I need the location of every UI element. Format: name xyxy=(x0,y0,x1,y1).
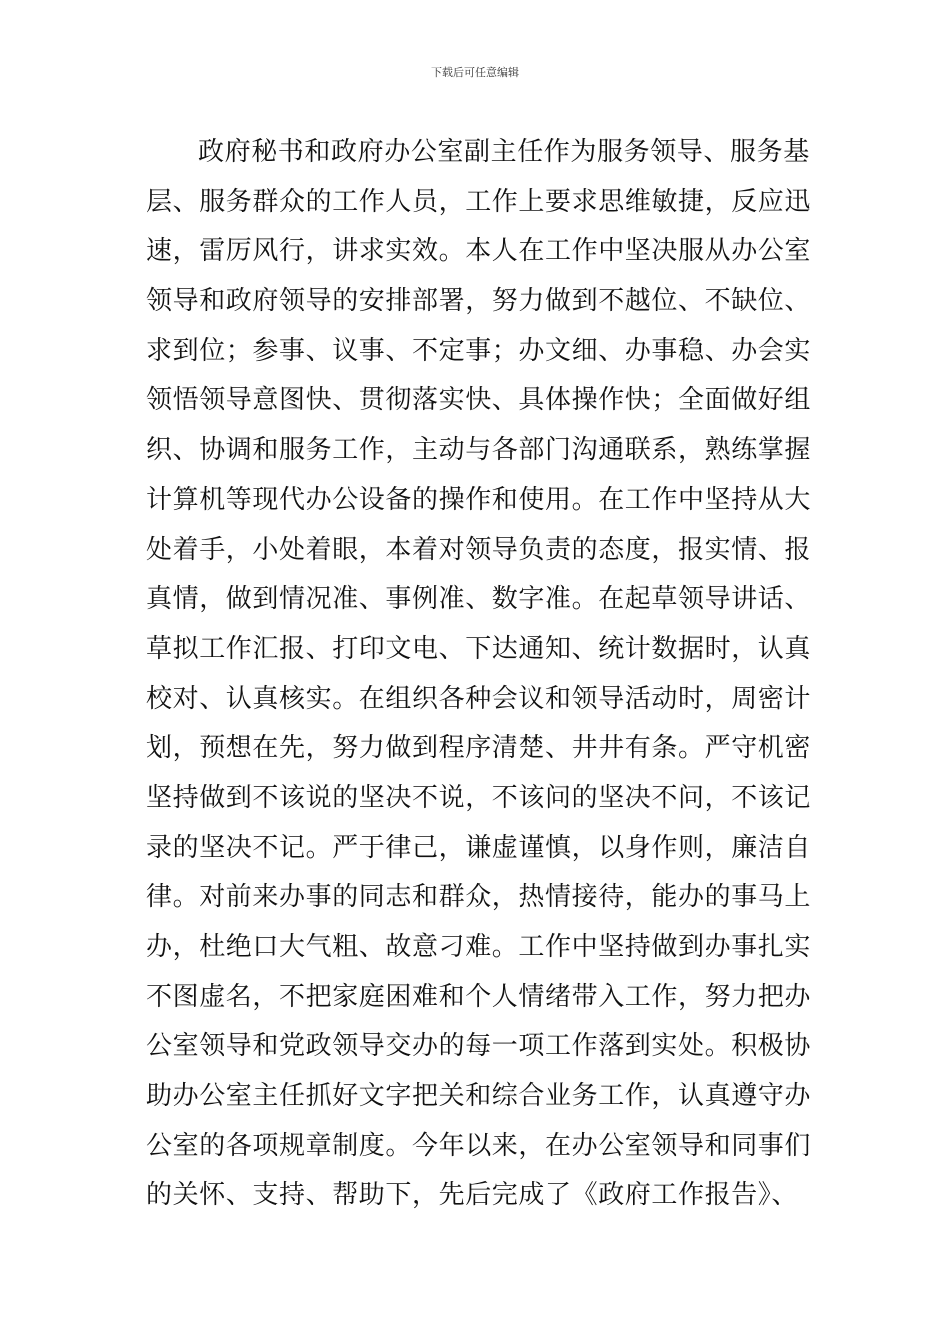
text-line: 校对、认真核实。在组织各种会议和领导活动时，周密计 xyxy=(146,683,812,714)
text-line: 律。对前来办事的同志和群众，热情接待，能办的事马上 xyxy=(146,882,812,913)
text-line: 求到位；参事、议事、不定事；办文细、办事稳、办会实 xyxy=(146,335,812,366)
text-line: 计算机等现代办公设备的操作和使用。在工作中坚持从大 xyxy=(146,484,812,515)
text-line: 真情，做到情况准、事例准、数字准。在起草领导讲话、 xyxy=(146,584,812,615)
text-line: 政府秘书和政府办公室副主任作为服务领导、服务基 xyxy=(198,137,810,167)
text-line: 坚持做到不该说的坚决不说，不该问的坚决不问，不该记 xyxy=(146,782,812,813)
page-header: 下载后可任意编辑 xyxy=(431,66,519,79)
text-line: 的关怀、支持、帮助下，先后完成了《政府工作报告》、 xyxy=(146,1180,799,1211)
text-line: 录的坚决不记。严于律己，谦虚谨慎，以身作则，廉洁自 xyxy=(146,832,812,863)
text-line: 领悟领导意图快、贯彻落实快、具体操作快；全面做好组 xyxy=(146,385,812,416)
text-line: 不图虚名，不把家庭困难和个人情绪带入工作，努力把办 xyxy=(146,981,812,1012)
text-line: 公室的各项规章制度。今年以来，在办公室领导和同事们 xyxy=(146,1130,812,1161)
text-line: 层、服务群众的工作人员，工作上要求思维敏捷，反应迅 xyxy=(146,186,812,217)
text-line: 织、协调和服务工作，主动与各部门沟通联系，熟练掌握 xyxy=(146,435,812,466)
text-line: 助办公室主任抓好文字把关和综合业务工作，认真遵守办 xyxy=(146,1081,812,1112)
text-line: 划，预想在先，努力做到程序清楚、井井有条。严守机密 xyxy=(146,733,812,764)
text-line: 草拟工作汇报、打印文电、下达通知、统计数据时，认真 xyxy=(146,633,812,664)
text-line: 公室领导和党政领导交办的每一项工作落到实处。积极协 xyxy=(146,1031,812,1062)
body-paragraph xyxy=(146,128,816,1221)
text-line: 速，雷厉风行，讲求实效。本人在工作中坚决服从办公室 xyxy=(146,236,812,267)
text-line: 处着手，小处着眼，本着对领导负责的态度，报实情、报 xyxy=(146,534,812,565)
text-line: 办，杜绝口大气粗、故意刁难。工作中坚持做到办事扎实 xyxy=(146,932,812,962)
text-line: 领导和政府领导的安排部署，努力做到不越位、不缺位、 xyxy=(146,286,812,317)
